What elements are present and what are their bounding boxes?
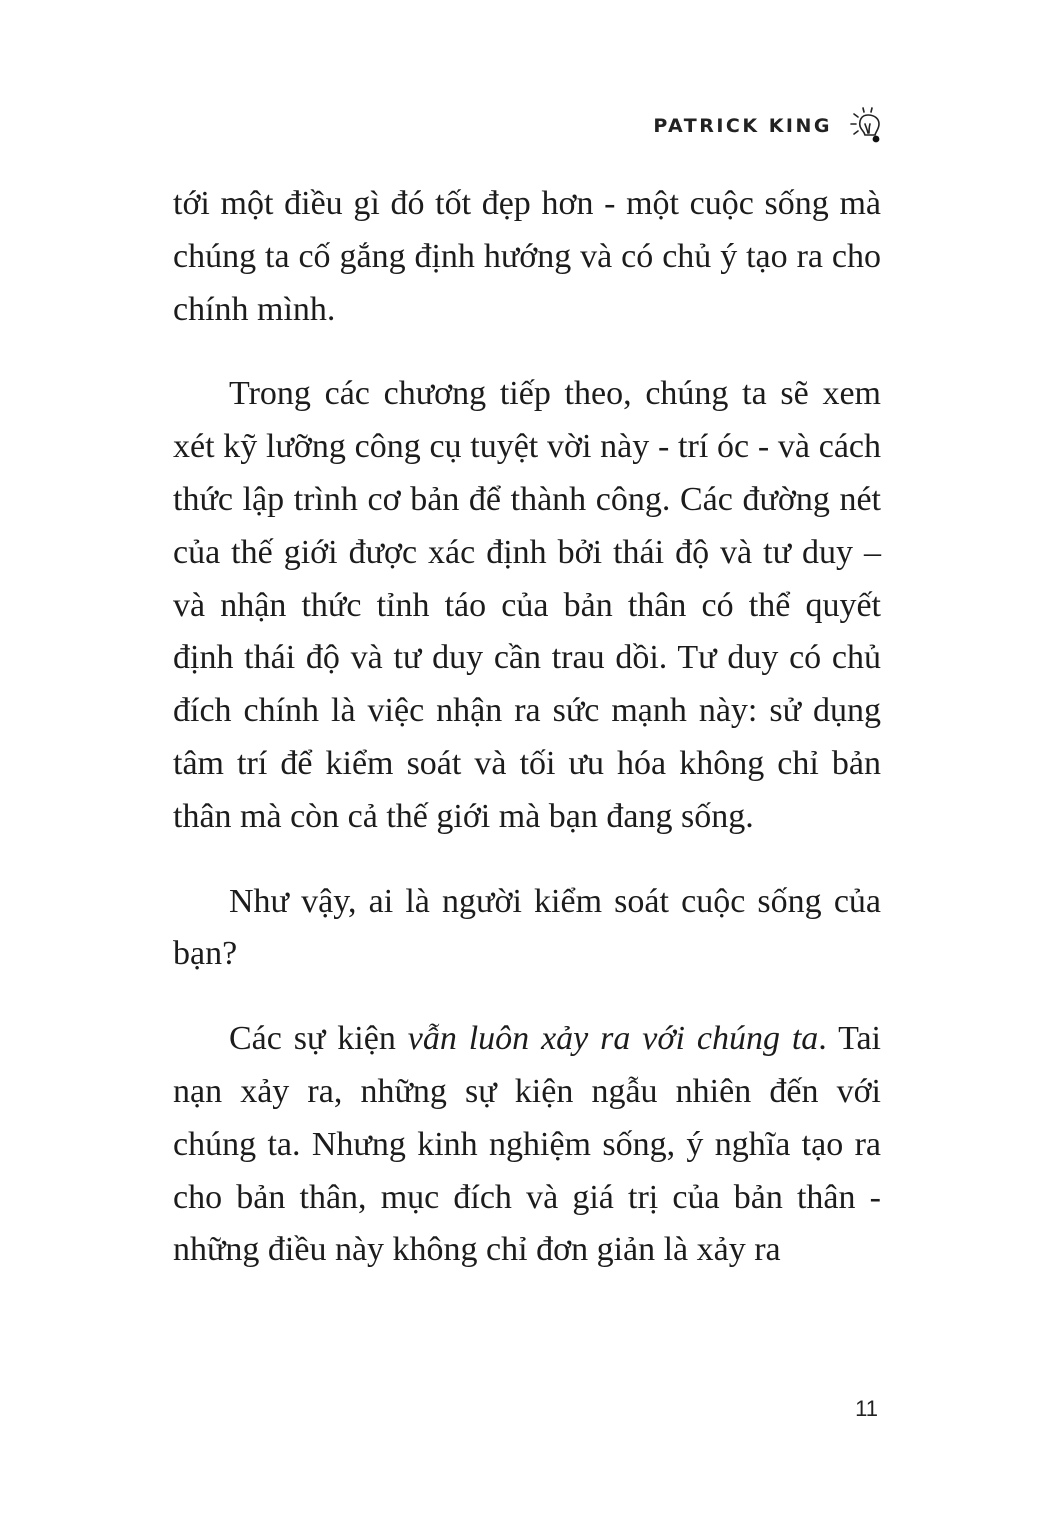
running-header [653,104,888,148]
paragraph-4-end: . Tai nạn xảy ra, những sự kiện ngẫu nhiên đến với chúng ta. Nhưng kinh nghiệm sống, ý nghĩa tạo ra cho bản thân, mục đích và giá trị của bản thân - những điều này không chỉ đơn giản là xảy ra [173,1020,882,1269]
page-number: 11 [855,1396,878,1421]
author-name: PATRICK KING [653,114,832,137]
paragraph-4-emphasis: vẫn luôn xảy ra với chúng ta [407,1020,819,1058]
body-text [173,178,881,1309]
paragraph-4 [173,1013,881,1277]
paragraph-1: tới một điều gì đó tốt đẹp hơn - một cuộc sống mà chúng ta cố gắng định hướng và có chủ ý tạo ra cho chính mình. [173,185,881,328]
paragraph-2: Trong các chương tiếp theo, chúng ta sẽ xem xét kỹ lưỡng công cụ tuyệt vời này - trí óc - và cách thức lập trình cơ bản để thành công. Các đường nét của thế giới được xác định bởi thái độ và tư duy – và nhận thức tỉnh táo của bản thân có thể quyết định thái độ và tư duy cần trau dồi. Tư duy có chủ đích chính là việc nhận ra sức mạnh này: sử dụng tâm trí để kiểm soát và tối ưu hóa không chỉ bản thân mà còn cả thế giới mà bạn đang sống. [173,375,881,835]
lightbulb-icon [848,106,888,146]
paragraph-4-start: Các sự kiện [229,1020,408,1058]
paragraph-3: Như vậy, ai là người kiểm soát cuộc sống của bạn? [173,882,881,973]
